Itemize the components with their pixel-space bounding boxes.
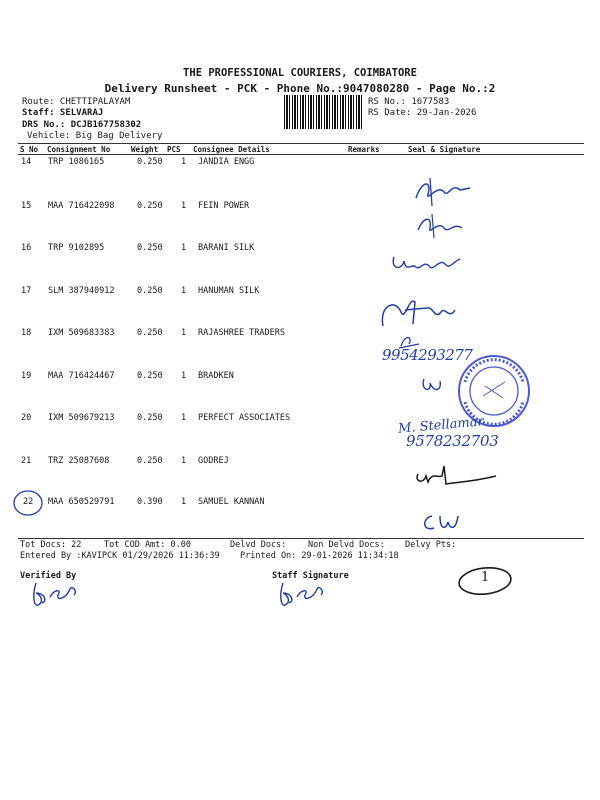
row-consignment: TRP 9102895 (48, 243, 105, 253)
handwritten-phone-2: 9578232703 (406, 432, 499, 450)
col-consignee: Consignee Details (193, 145, 270, 154)
delivered-docs: Delvd Docs: (230, 540, 287, 550)
row-consignment: TRP 1086165 (48, 157, 105, 167)
row-pcs: 1 (181, 456, 187, 466)
row-pcs: 1 (181, 328, 187, 338)
row-consignment: MAA 650529791 (48, 497, 115, 507)
row-consignee: PERFECT ASSOCIATES (198, 413, 291, 423)
total-cod: Tot COD Amt: 0.00 (104, 540, 191, 550)
row-sno: 21 (21, 456, 32, 466)
row-sno: 22 (23, 497, 34, 507)
row-consignment: SLM 387940912 (48, 286, 115, 296)
row-sno: 19 (21, 371, 32, 381)
runsheet-subtitle: Delivery Runsheet - PCK - Phone No.:9047080280 - Page No.:2 (104, 82, 496, 95)
col-weight: Weight (131, 145, 159, 154)
barcode (284, 95, 364, 129)
row-pcs: 1 (181, 286, 187, 296)
row-consignee: BRADKEN (198, 371, 234, 381)
row-sno: 15 (21, 201, 32, 211)
non-delivered-docs: Non Delvd Docs: (308, 540, 385, 550)
row-consignee: RAJASHREE TRADERS (198, 328, 285, 338)
row-weight: 0.390 (137, 497, 163, 507)
rs-number: RS No.: 1677583 (368, 97, 450, 107)
delivery-points: Delvy Pts: (405, 540, 457, 550)
signature-row-14-icon (408, 172, 478, 212)
rs-date: RS Date: 29-Jan-2026 (368, 108, 477, 118)
verifier-signature-icon (28, 575, 88, 615)
row-pcs: 1 (181, 157, 187, 167)
circle-mark-icon (12, 488, 46, 518)
staff-signature-icon (275, 575, 335, 615)
row-consignment: IXM 509683383 (48, 328, 115, 338)
row-weight: 0.250 (137, 413, 163, 423)
handwritten-name-2: M. Stellamar (397, 414, 485, 437)
col-seal: Seal & Signature (408, 145, 481, 154)
row-consignment: IXM 509679213 (48, 413, 115, 423)
row-pcs: 1 (181, 371, 187, 381)
row-consignee: HANUMAN SILK (198, 286, 260, 296)
row-weight: 0.250 (137, 371, 163, 381)
signature-row-21-icon (412, 462, 502, 488)
signature-row-17-icon (375, 290, 465, 334)
row-consignment: TRZ 25087608 (48, 456, 110, 466)
header-bottom-rule (18, 154, 584, 155)
row-consignment: MAA 716424467 (48, 371, 115, 381)
row-sno: 14 (21, 157, 32, 167)
row-consignee: FEIN POWER (198, 201, 250, 211)
row-sno: 18 (21, 328, 32, 338)
row-consignee: BARANI SILK (198, 243, 255, 253)
row-weight: 0.250 (137, 243, 163, 253)
row-consignee: SAMUEL KANNAN (198, 497, 265, 507)
signature-row-19-icon (418, 373, 448, 397)
row-pcs: 1 (181, 497, 187, 507)
row-weight: 0.250 (137, 328, 163, 338)
staff-label: Staff: SELVARAJ (22, 108, 104, 118)
footer-rule (18, 538, 584, 539)
route-label: Route: CHETTIPALAYAM (22, 97, 131, 107)
signature-row-22-icon (418, 508, 468, 536)
row-pcs: 1 (181, 413, 187, 423)
drs-label: DRS No.: DCJB167758302 (22, 120, 142, 130)
vehicle-label: Vehicle: Big Bag Delivery (27, 131, 163, 141)
col-remarks: Remarks (348, 145, 380, 154)
row-weight: 0.250 (137, 456, 163, 466)
staff-signature-label: Staff Signature (272, 571, 349, 581)
row-consignee: GODREJ (198, 456, 229, 466)
row-consignment: MAA 716422098 (48, 201, 115, 211)
col-consignment: Consignment No (47, 145, 111, 154)
total-docs: Tot Docs: 22 (20, 540, 82, 550)
row-pcs: 1 (181, 201, 187, 211)
row-sno: 20 (21, 413, 32, 423)
row-sno: 17 (21, 286, 32, 296)
company-title: THE PROFESSIONAL COURIERS, COIMBATORE (183, 67, 417, 79)
signature-row-16-icon (388, 245, 468, 279)
row-weight: 0.250 (137, 157, 163, 167)
printed-on: Printed On: 29-01-2026 11:34:18 (240, 551, 399, 561)
row-consignee: JANDIA ENGG (198, 157, 255, 167)
entered-by: Entered By :KAVIPCK 01/29/2026 11:36:39 (20, 551, 220, 561)
row-weight: 0.250 (137, 286, 163, 296)
row-weight: 0.250 (137, 201, 163, 211)
row-sno: 16 (21, 243, 32, 253)
col-pcs: PCS (167, 145, 181, 154)
row-pcs: 1 (181, 243, 187, 253)
col-sno: S No (20, 145, 39, 154)
verified-by-label: Verified By (20, 571, 77, 581)
handwritten-page-mark: 1 (481, 570, 490, 585)
handwritten-phone-1: 9954293277 (382, 346, 473, 364)
header-top-rule (18, 143, 584, 144)
signature-row-15-icon (412, 210, 472, 242)
